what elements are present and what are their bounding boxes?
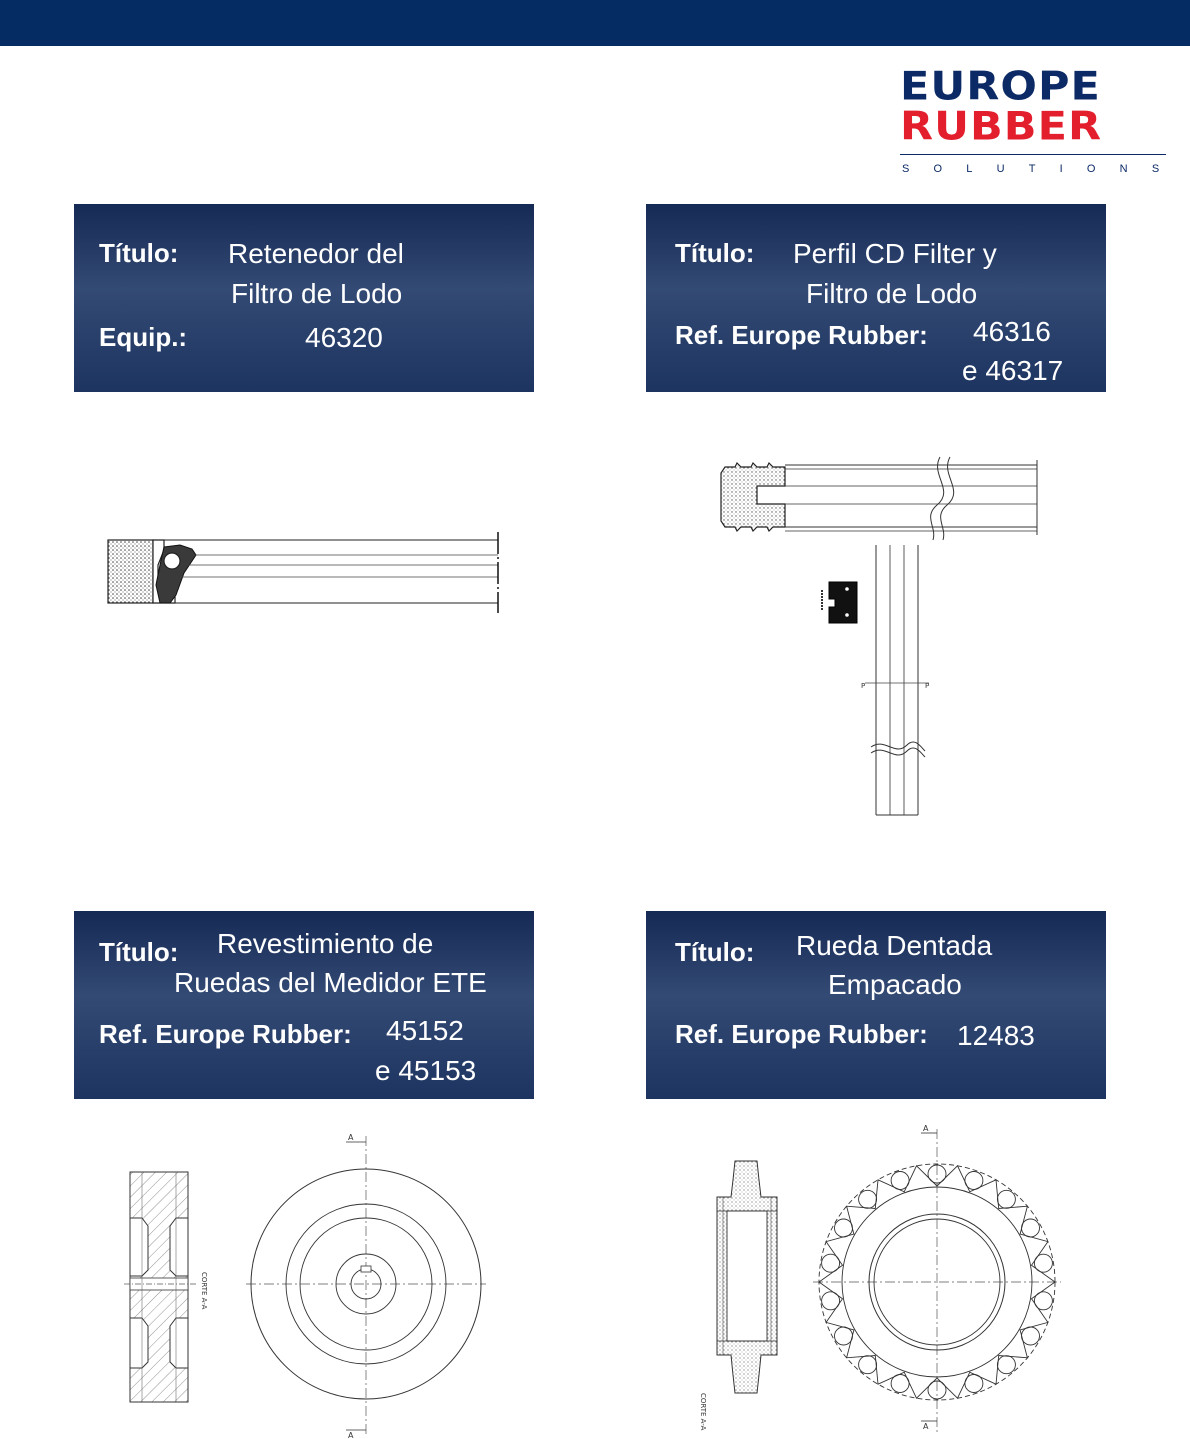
title-line-1: Retenedor del <box>228 238 404 269</box>
ref-line-1: 46320 <box>305 322 383 353</box>
cut-marker-right: P <box>925 682 930 690</box>
wheel-side-section <box>124 1172 198 1402</box>
product-card-1 <box>74 204 534 392</box>
sprocket-drawing <box>695 1125 1065 1439</box>
ref-line-2: e 45153 <box>375 1055 477 1086</box>
sprocket-pocket <box>1022 1327 1040 1345</box>
sprocket-pocket <box>891 1172 909 1190</box>
section-label: CORTE A-A <box>699 1393 707 1431</box>
title-line-1: Revestimiento de <box>217 928 434 959</box>
ref-line-2: e 46317 <box>962 355 1064 386</box>
top-banner <box>0 0 1190 46</box>
section-marker-bottom: A <box>923 1422 929 1431</box>
section-marker-top: A <box>923 1125 929 1133</box>
profile-section <box>721 463 785 531</box>
ref-label: Ref. Europe Rubber: <box>99 1019 352 1049</box>
ref-label: Ref. Europe Rubber: <box>675 320 928 350</box>
title-label: Título: <box>99 238 179 268</box>
sprocket-pocket <box>822 1292 840 1310</box>
sprocket-side-section <box>717 1161 777 1393</box>
product-card-2 <box>646 204 1106 392</box>
ref-label: Ref. Europe Rubber: <box>675 1019 928 1049</box>
sprocket-pocket <box>835 1327 853 1345</box>
sprocket-pocket <box>835 1219 853 1237</box>
title-line-2: Filtro de Lodo <box>806 278 978 309</box>
product-card-4 <box>646 911 1106 1099</box>
wheel-drawing <box>118 1130 496 1439</box>
title-label: Título: <box>99 937 179 967</box>
company-logo <box>900 63 1184 180</box>
section-label: CORTE A-A <box>200 1272 208 1310</box>
sprocket-pocket <box>997 1356 1015 1374</box>
logo-divider <box>900 154 1166 155</box>
sprocket-pocket <box>859 1356 877 1374</box>
sprocket-pocket <box>965 1375 983 1393</box>
seal-case <box>108 540 153 603</box>
profile-insert <box>829 582 857 623</box>
title-line-1: Perfil CD Filter y <box>793 238 997 269</box>
sprocket-pocket <box>891 1375 909 1393</box>
ref-line-1: 12483 <box>957 1020 1035 1051</box>
title-line-2: Empacado <box>828 969 962 1000</box>
title-label: Título: <box>675 937 755 967</box>
sprocket-pocket <box>1034 1292 1052 1310</box>
sprocket-front-view <box>813 1129 1061 1435</box>
seal-drawing <box>100 525 510 620</box>
logo-line-rubber: RUBBER <box>900 103 1103 150</box>
section-marker-top: A <box>348 1133 354 1142</box>
cut-marker-left: P <box>861 682 866 690</box>
ref-line-1: 45152 <box>386 1015 464 1046</box>
sprocket-pocket <box>1034 1254 1052 1272</box>
sprocket-pocket <box>965 1172 983 1190</box>
section-marker-bottom: A <box>348 1431 354 1439</box>
seal-spring <box>164 553 180 569</box>
profile-drawing <box>715 455 1045 820</box>
sprocket-pocket <box>822 1254 840 1272</box>
title-line-1: Rueda Dentada <box>796 930 993 961</box>
product-card-3 <box>74 911 534 1099</box>
sprocket-pocket <box>1022 1219 1040 1237</box>
wheel-front-view <box>246 1136 486 1436</box>
title-line-2: Filtro de Lodo <box>231 278 403 309</box>
logo-line-solutions: SOLUTIONS <box>902 163 1184 175</box>
ref-line-1: 46316 <box>973 316 1051 347</box>
logo-line-europe: EUROPE <box>900 63 1101 110</box>
title-line-2: Ruedas del Medidor ETE <box>174 967 487 998</box>
ref-label: Equip.: <box>99 322 188 352</box>
sprocket-pocket <box>997 1190 1015 1208</box>
title-label: Título: <box>675 238 755 268</box>
sprocket-pocket <box>859 1190 877 1208</box>
